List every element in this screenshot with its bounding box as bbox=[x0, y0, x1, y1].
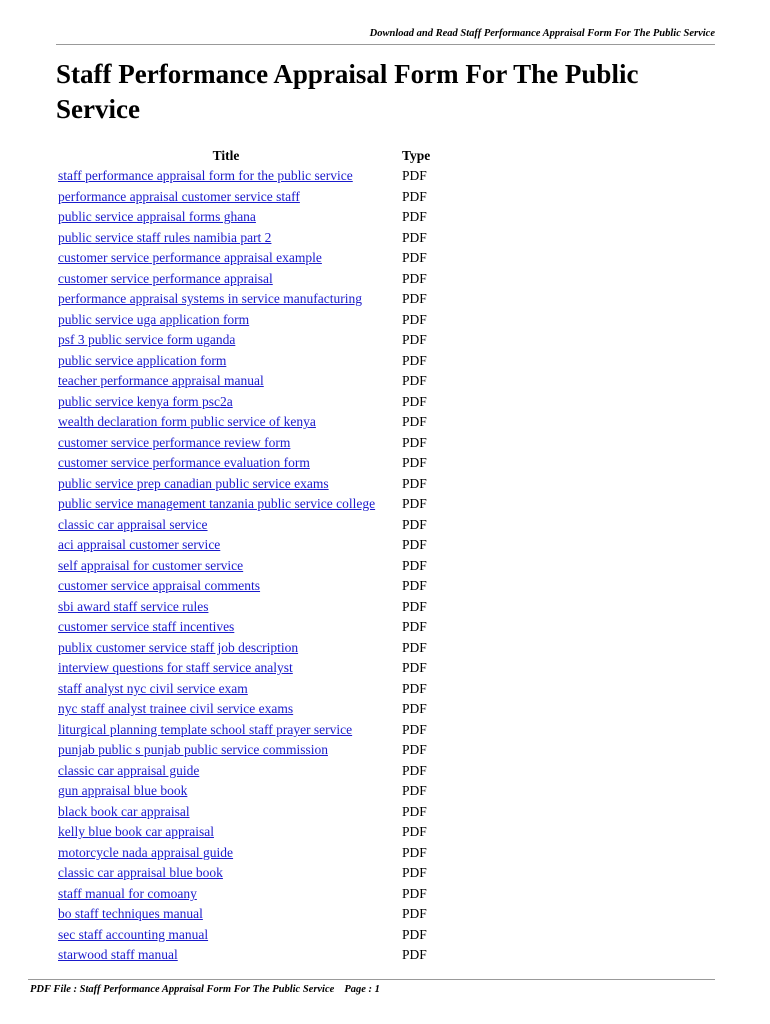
footer-page-number: Page : 1 bbox=[344, 984, 380, 995]
row-type-cell: PDF bbox=[402, 906, 427, 922]
table-row bbox=[54, 453, 434, 474]
table-row bbox=[54, 392, 434, 413]
document-link[interactable]: starwood staff manual bbox=[58, 947, 178, 963]
row-title-cell bbox=[54, 433, 398, 454]
row-type-cell: PDF bbox=[402, 865, 427, 881]
table-row bbox=[54, 289, 434, 310]
document-link[interactable]: sbi award staff service rules bbox=[58, 598, 209, 614]
table-row bbox=[54, 945, 434, 966]
document-table bbox=[54, 145, 434, 966]
row-type-cell: PDF bbox=[402, 434, 427, 450]
document-link[interactable]: staff manual for comoany bbox=[58, 885, 197, 901]
row-type-cell: PDF bbox=[402, 311, 427, 327]
document-title: Staff Performance Appraisal Form For The Public Service bbox=[56, 59, 639, 124]
table-row bbox=[54, 638, 434, 659]
row-type-cell: PDF bbox=[402, 209, 427, 225]
row-title-cell bbox=[54, 904, 398, 925]
row-type-cell: PDF bbox=[402, 762, 427, 778]
document-link[interactable]: liturgical planning template school staff prayer service bbox=[58, 721, 353, 737]
document-link[interactable]: performance appraisal systems in service manufacturing bbox=[58, 291, 363, 307]
row-title-cell bbox=[54, 474, 398, 495]
row-type-cell: PDF bbox=[402, 947, 427, 963]
row-type-cell: PDF bbox=[402, 537, 427, 553]
document-link[interactable]: public service management tanzania public service college bbox=[58, 496, 376, 512]
row-title-cell bbox=[54, 945, 398, 966]
table-row bbox=[54, 310, 434, 331]
row-title-cell bbox=[54, 863, 398, 884]
table-row bbox=[54, 433, 434, 454]
document-link[interactable]: customer service performance appraisal example bbox=[58, 250, 322, 266]
row-type-cell: PDF bbox=[402, 168, 427, 184]
column-header-type: Type bbox=[402, 147, 431, 163]
table-row bbox=[54, 617, 434, 638]
row-title-cell bbox=[54, 453, 398, 474]
row-title-cell bbox=[54, 330, 398, 351]
document-link[interactable]: punjab public s punjab public service commission bbox=[58, 742, 328, 758]
table-row bbox=[54, 597, 434, 618]
row-type-cell: PDF bbox=[402, 496, 427, 512]
table-row bbox=[54, 371, 434, 392]
row-title-cell bbox=[54, 658, 398, 679]
row-type-cell: PDF bbox=[402, 680, 427, 696]
row-type-cell: PDF bbox=[402, 639, 427, 655]
table-header-row bbox=[54, 145, 434, 166]
row-type-cell: PDF bbox=[402, 578, 427, 594]
row-type-cell: PDF bbox=[402, 414, 427, 430]
row-type-cell: PDF bbox=[402, 229, 427, 245]
row-type-cell: PDF bbox=[402, 188, 427, 204]
table-row bbox=[54, 658, 434, 679]
row-title-cell bbox=[54, 289, 398, 310]
row-title-cell bbox=[54, 740, 398, 761]
row-title-cell bbox=[54, 412, 398, 433]
row-type-cell: PDF bbox=[402, 393, 427, 409]
document-link[interactable]: classic car appraisal guide bbox=[58, 762, 200, 778]
row-title-cell bbox=[54, 843, 398, 864]
page-footer bbox=[30, 983, 380, 997]
document-link[interactable]: self appraisal for customer service bbox=[58, 557, 244, 573]
row-type-cell: PDF bbox=[402, 619, 427, 635]
table-row bbox=[54, 884, 434, 905]
document-link[interactable]: public service kenya form psc2a bbox=[58, 393, 233, 409]
row-title-cell bbox=[54, 535, 398, 556]
footer-file-label: PDF File : Staff Performance Appraisal Form For The Public Service bbox=[30, 984, 335, 995]
document-link[interactable]: public service staff rules namibia part 2 bbox=[58, 229, 272, 245]
document-link[interactable]: classic car appraisal service bbox=[58, 516, 208, 532]
document-link[interactable]: bo staff techniques manual bbox=[58, 906, 203, 922]
table-row bbox=[54, 269, 434, 290]
table-row bbox=[54, 740, 434, 761]
document-link[interactable]: kelly blue book car appraisal bbox=[58, 824, 214, 840]
table-row bbox=[54, 679, 434, 700]
document-link[interactable]: gun appraisal blue book bbox=[58, 783, 188, 799]
row-title-cell bbox=[54, 802, 398, 823]
document-link[interactable]: nyc staff analyst trainee civil service exams bbox=[58, 701, 294, 717]
table-row bbox=[54, 207, 434, 228]
row-title-cell bbox=[54, 699, 398, 720]
table-row bbox=[54, 535, 434, 556]
document-link[interactable]: publix customer service staff job description bbox=[58, 639, 299, 655]
table-row bbox=[54, 576, 434, 597]
document-link[interactable]: public service prep canadian public service exams bbox=[58, 475, 329, 491]
table-row bbox=[54, 802, 434, 823]
document-link[interactable]: classic car appraisal blue book bbox=[58, 865, 223, 881]
row-title-cell bbox=[54, 822, 398, 843]
row-title-cell bbox=[54, 679, 398, 700]
row-type-cell: PDF bbox=[402, 455, 427, 471]
row-title-cell bbox=[54, 166, 398, 187]
row-type-cell: PDF bbox=[402, 885, 427, 901]
row-title-cell bbox=[54, 515, 398, 536]
row-type-cell: PDF bbox=[402, 373, 427, 389]
row-title-cell bbox=[54, 392, 398, 413]
header-divider bbox=[56, 44, 715, 45]
document-link[interactable]: motorcycle nada appraisal guide bbox=[58, 844, 234, 860]
row-type-cell: PDF bbox=[402, 824, 427, 840]
document-link[interactable]: performance appraisal customer service staff bbox=[58, 188, 300, 204]
row-title-cell bbox=[54, 884, 398, 905]
row-type-cell: PDF bbox=[402, 332, 427, 348]
table-body bbox=[54, 166, 434, 966]
table-row bbox=[54, 330, 434, 351]
table-row bbox=[54, 720, 434, 741]
document-link[interactable]: wealth declaration form public service of kenya bbox=[58, 414, 316, 430]
table-row bbox=[54, 556, 434, 577]
table-row bbox=[54, 494, 434, 515]
document-link[interactable]: public service application form bbox=[58, 352, 227, 368]
row-title-cell bbox=[54, 556, 398, 577]
row-title-cell bbox=[54, 228, 398, 249]
running-header: Download and Read Staff Performance Appraisal Form For The Public Service bbox=[369, 28, 715, 39]
row-type-cell: PDF bbox=[402, 844, 427, 860]
document-link[interactable]: public service appraisal forms ghana bbox=[58, 209, 256, 225]
row-type-cell: PDF bbox=[402, 557, 427, 573]
footer-divider bbox=[28, 979, 715, 980]
row-title-cell bbox=[54, 781, 398, 802]
row-type-cell: PDF bbox=[402, 270, 427, 286]
table-row bbox=[54, 925, 434, 946]
document-link[interactable]: customer service performance review form bbox=[58, 434, 291, 450]
table-row bbox=[54, 166, 434, 187]
row-type-cell: PDF bbox=[402, 742, 427, 758]
document-link[interactable]: customer service performance appraisal bbox=[58, 270, 273, 286]
table-row bbox=[54, 351, 434, 372]
row-title-cell bbox=[54, 925, 398, 946]
table-row bbox=[54, 515, 434, 536]
document-link[interactable]: interview questions for staff service analyst bbox=[58, 660, 293, 676]
document-link[interactable]: customer service appraisal comments bbox=[58, 578, 261, 594]
row-title-cell bbox=[54, 187, 398, 208]
row-type-cell: PDF bbox=[402, 926, 427, 942]
document-link[interactable]: teacher performance appraisal manual bbox=[58, 373, 264, 389]
table-row bbox=[54, 474, 434, 495]
document-link[interactable]: customer service performance evaluation form bbox=[58, 455, 310, 471]
document-link[interactable]: psf 3 public service form uganda bbox=[58, 332, 236, 348]
table-row bbox=[54, 699, 434, 720]
table-row bbox=[54, 822, 434, 843]
table-row bbox=[54, 781, 434, 802]
table-row bbox=[54, 863, 434, 884]
table-row bbox=[54, 843, 434, 864]
table-row bbox=[54, 228, 434, 249]
row-title-cell bbox=[54, 720, 398, 741]
row-type-cell: PDF bbox=[402, 291, 427, 307]
row-type-cell: PDF bbox=[402, 701, 427, 717]
row-title-cell bbox=[54, 207, 398, 228]
column-header-title: Title bbox=[212, 147, 240, 163]
table-row bbox=[54, 904, 434, 925]
document-link[interactable]: staff analyst nyc civil service exam bbox=[58, 680, 248, 696]
document-link[interactable]: black book car appraisal bbox=[58, 803, 190, 819]
table-row bbox=[54, 187, 434, 208]
row-title-cell bbox=[54, 310, 398, 331]
row-title-cell bbox=[54, 248, 398, 269]
document-link[interactable]: customer service staff incentives bbox=[58, 619, 235, 635]
row-type-cell: PDF bbox=[402, 660, 427, 676]
row-title-cell bbox=[54, 371, 398, 392]
row-title-cell bbox=[54, 597, 398, 618]
table-row bbox=[54, 761, 434, 782]
document-link[interactable]: aci appraisal customer service bbox=[58, 537, 221, 553]
row-type-cell: PDF bbox=[402, 803, 427, 819]
table-row bbox=[54, 248, 434, 269]
row-type-cell: PDF bbox=[402, 783, 427, 799]
row-type-cell: PDF bbox=[402, 475, 427, 491]
row-type-cell: PDF bbox=[402, 516, 427, 532]
document-link[interactable]: public service uga application form bbox=[58, 311, 250, 327]
row-title-cell bbox=[54, 617, 398, 638]
document-link[interactable]: staff performance appraisal form for the public service bbox=[58, 168, 353, 184]
document-link[interactable]: sec staff accounting manual bbox=[58, 926, 209, 942]
row-title-cell bbox=[54, 494, 398, 515]
row-title-cell bbox=[54, 351, 398, 372]
row-type-cell: PDF bbox=[402, 250, 427, 266]
row-type-cell: PDF bbox=[402, 721, 427, 737]
row-type-cell: PDF bbox=[402, 352, 427, 368]
table-row bbox=[54, 412, 434, 433]
row-title-cell bbox=[54, 576, 398, 597]
row-title-cell bbox=[54, 761, 398, 782]
row-title-cell bbox=[54, 269, 398, 290]
row-title-cell bbox=[54, 638, 398, 659]
row-type-cell: PDF bbox=[402, 598, 427, 614]
